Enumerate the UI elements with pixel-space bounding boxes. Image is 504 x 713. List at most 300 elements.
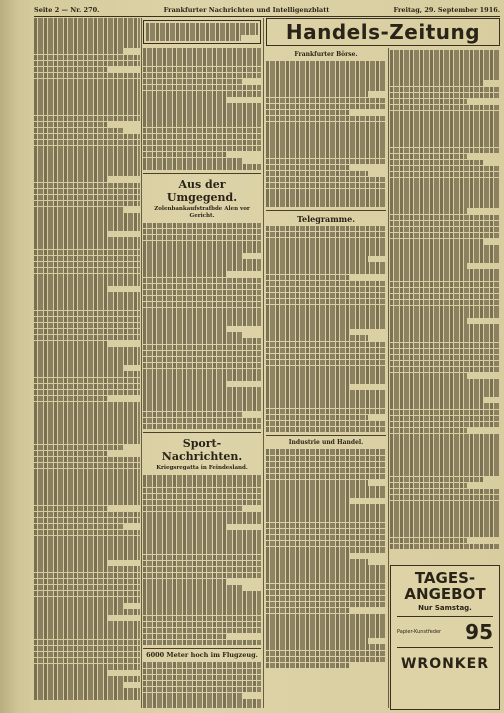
text-line — [266, 516, 386, 522]
text-line — [266, 250, 386, 256]
text-line — [34, 329, 140, 335]
text-line — [390, 196, 500, 202]
text-line — [390, 312, 500, 318]
text-line — [266, 177, 386, 183]
text-line — [143, 488, 261, 494]
text-line — [390, 343, 500, 349]
text-line — [143, 284, 261, 290]
text-line — [390, 111, 500, 117]
text-line — [390, 324, 500, 330]
text-line — [266, 421, 386, 427]
text-line — [34, 591, 140, 597]
text-line — [143, 146, 261, 152]
text-line — [390, 93, 500, 99]
text-line — [266, 293, 386, 299]
text-line — [34, 463, 140, 469]
text-line — [34, 103, 140, 109]
text-line — [266, 311, 386, 317]
text-line — [34, 91, 140, 97]
text-line — [34, 646, 140, 652]
text-line — [143, 326, 226, 332]
text-line — [34, 317, 140, 323]
column-3 — [266, 50, 386, 708]
text-line — [143, 115, 261, 121]
text-line — [143, 585, 243, 591]
text-line — [143, 699, 261, 705]
text-line — [143, 97, 226, 103]
text-line — [143, 634, 226, 640]
text-line — [143, 494, 261, 500]
text-line — [266, 590, 386, 596]
text-line — [390, 294, 500, 300]
text-line — [34, 640, 140, 646]
text-line — [34, 542, 140, 548]
text-line — [34, 371, 140, 377]
advertisement — [390, 565, 500, 710]
text-line — [266, 134, 386, 140]
text-line — [390, 87, 500, 93]
text-line — [266, 632, 386, 638]
text-line — [390, 74, 500, 80]
text-line — [390, 483, 467, 489]
text-line — [266, 116, 386, 122]
text-line — [390, 391, 500, 397]
text-line — [390, 410, 500, 416]
text-line — [34, 18, 140, 24]
text-line — [143, 475, 261, 481]
text-line — [266, 165, 350, 171]
text-line — [34, 493, 140, 499]
text-line — [266, 335, 368, 341]
text-line — [143, 103, 261, 109]
ad-title-2: ANGEBOT — [404, 585, 486, 603]
ad-subtitle: Nur Samstag. — [418, 604, 472, 612]
text-line — [34, 158, 140, 164]
text-line — [390, 367, 500, 373]
text-line — [34, 481, 140, 487]
text-line — [266, 547, 386, 553]
text-line — [34, 682, 124, 688]
text-line — [266, 152, 386, 158]
text-line — [266, 390, 386, 396]
text-line — [143, 73, 261, 79]
text-line — [143, 253, 243, 259]
text-line — [390, 221, 500, 227]
text-line — [143, 561, 261, 567]
text-line — [34, 566, 140, 572]
text-line — [266, 372, 386, 378]
text-line — [143, 164, 261, 170]
text-line — [266, 492, 386, 498]
text-line — [34, 408, 140, 414]
text-line — [143, 363, 261, 369]
text-line — [143, 591, 261, 597]
text-line — [143, 381, 226, 387]
text-line — [143, 121, 261, 127]
text-line — [266, 626, 386, 632]
text-line — [390, 269, 500, 275]
text-line — [34, 676, 140, 682]
text-line — [390, 513, 500, 519]
text-line — [390, 129, 500, 135]
text-line — [390, 416, 500, 422]
text-line — [34, 597, 140, 603]
text-line — [143, 412, 243, 418]
text-line — [266, 299, 386, 305]
text-line — [390, 227, 500, 233]
text-line — [266, 663, 350, 669]
text-line — [34, 347, 140, 353]
text-line — [143, 109, 261, 115]
text-line — [34, 292, 140, 298]
text-line — [266, 73, 386, 79]
text-line — [34, 42, 140, 48]
text-line — [143, 375, 261, 381]
text-line — [143, 399, 261, 405]
text-line — [143, 500, 261, 506]
text-line — [143, 302, 261, 308]
text-line — [34, 621, 140, 627]
text-line — [390, 263, 467, 269]
text-line — [34, 262, 140, 268]
text-line — [266, 128, 386, 134]
text-line — [390, 117, 500, 123]
text-line — [34, 225, 140, 231]
text-line — [266, 535, 386, 541]
text-line — [143, 91, 261, 97]
text-line — [390, 184, 500, 190]
text-line — [390, 349, 500, 355]
text-line — [143, 60, 261, 66]
text-line — [143, 369, 261, 375]
text-line — [34, 170, 140, 176]
text-line — [266, 98, 386, 104]
text-line — [390, 282, 500, 288]
text-line — [34, 30, 140, 36]
text-line — [390, 154, 467, 160]
text-line — [34, 530, 140, 536]
text-line — [34, 128, 124, 134]
text-line — [143, 223, 261, 229]
text-line — [143, 235, 261, 241]
text-line — [143, 338, 261, 344]
ad-brand: WRONKER — [400, 656, 490, 672]
handels-zeitung-banner: Handels-Zeitung — [266, 18, 500, 46]
text-line — [34, 298, 140, 304]
page-header — [34, 4, 500, 17]
text-line — [143, 296, 261, 302]
text-line — [34, 286, 108, 292]
text-line — [266, 287, 386, 293]
text-line — [143, 512, 261, 518]
text-line — [143, 357, 261, 363]
text-line — [390, 422, 500, 428]
text-line — [34, 55, 140, 61]
text-line — [266, 456, 386, 462]
text-line — [143, 265, 261, 271]
text-line — [34, 487, 140, 493]
text-line — [34, 280, 140, 286]
text-line — [390, 148, 500, 154]
text-line — [143, 308, 261, 314]
text-line — [34, 560, 108, 566]
text-line — [266, 201, 386, 207]
text-line — [390, 446, 500, 452]
text-line — [34, 219, 140, 225]
text-line — [266, 329, 350, 335]
text-line — [390, 178, 500, 184]
text-line — [34, 323, 140, 329]
text-line — [143, 481, 261, 487]
ad-title: TAGES- — [414, 569, 476, 587]
text-line — [266, 378, 386, 384]
text-line — [390, 525, 500, 531]
text-line — [266, 195, 386, 201]
text-line — [266, 85, 386, 91]
text-line — [266, 504, 386, 510]
text-line — [390, 233, 500, 239]
text-line — [266, 305, 386, 311]
text-line — [266, 348, 386, 354]
text-line — [34, 451, 108, 457]
text-line — [34, 243, 140, 249]
text-line — [390, 397, 484, 403]
text-line — [390, 428, 467, 434]
ad-item: Papier-Kunstfeder — [397, 629, 442, 635]
text-line — [266, 183, 386, 189]
text-line — [390, 50, 500, 56]
text-line — [143, 530, 261, 536]
text-line — [390, 538, 467, 544]
text-line — [390, 172, 500, 178]
text-line — [266, 638, 368, 644]
flug-heading: 6000 Meter hoch im Flugzeug. — [146, 651, 258, 660]
text-line — [34, 457, 140, 463]
text-line — [266, 409, 386, 415]
text-line — [143, 506, 243, 512]
text-line — [266, 354, 386, 360]
text-line — [266, 510, 386, 516]
text-line — [266, 541, 386, 547]
text-line — [266, 486, 386, 492]
text-line — [266, 171, 368, 177]
text-line — [34, 536, 140, 542]
text-line — [266, 159, 386, 165]
text-line — [34, 213, 140, 219]
text-line — [266, 559, 368, 565]
text-line — [266, 110, 350, 116]
text-line — [34, 140, 140, 146]
text-line — [34, 67, 108, 73]
header-page-number: Seite 2 — Nr. 270. — [34, 6, 100, 14]
header-masthead: Frankfurter Nachrichten und Intelligenzblatt — [163, 6, 330, 14]
text-line — [266, 342, 386, 348]
text-line — [34, 609, 140, 615]
text-line — [143, 271, 226, 277]
text-line — [34, 73, 140, 79]
text-line — [266, 620, 386, 626]
text-line — [266, 480, 368, 486]
text-line — [34, 201, 140, 207]
text-line — [34, 658, 140, 664]
text-line — [390, 336, 500, 342]
text-line — [34, 97, 140, 103]
text-line — [266, 553, 350, 559]
text-line — [266, 79, 386, 85]
text-line — [34, 304, 140, 310]
text-line — [143, 332, 243, 338]
text-line — [34, 341, 108, 347]
text-line — [143, 229, 261, 235]
text-line — [34, 512, 140, 518]
text-line — [266, 140, 386, 146]
text-line — [266, 498, 350, 504]
text-line — [266, 244, 386, 250]
column-4 — [390, 50, 500, 562]
text-line — [143, 669, 261, 675]
ad-offer — [397, 616, 493, 648]
text-line — [34, 231, 108, 237]
page-spine — [0, 0, 30, 713]
umgegend-subheading: Zolenbankaufstrafbde Alen vor Gericht. — [154, 205, 250, 219]
text-line — [266, 67, 386, 73]
text-line — [34, 469, 140, 475]
text-line — [390, 355, 500, 361]
text-line — [390, 105, 500, 111]
text-line — [34, 164, 140, 170]
text-line — [143, 134, 261, 140]
text-line — [34, 426, 140, 432]
text-line — [143, 693, 243, 699]
text-line — [266, 91, 368, 97]
text-line — [143, 524, 226, 530]
text-line — [34, 499, 140, 505]
text-line — [143, 705, 261, 708]
text-line — [390, 215, 500, 221]
text-line — [34, 420, 140, 426]
text-line — [390, 99, 467, 105]
text-line — [390, 257, 500, 263]
text-line — [143, 79, 243, 85]
text-line — [266, 61, 386, 67]
text-line — [266, 262, 386, 268]
text-line — [266, 584, 386, 590]
text-line — [390, 123, 500, 129]
text-line — [34, 176, 108, 182]
header-date: Freitag, 29. September 1916. — [393, 6, 500, 14]
text-line — [266, 146, 386, 152]
text-line — [34, 390, 140, 396]
text-line — [34, 152, 140, 158]
text-line — [143, 609, 261, 615]
column-rule — [141, 18, 142, 708]
ad-price: 95 — [465, 620, 493, 644]
text-line — [390, 519, 500, 525]
text-line — [143, 290, 261, 296]
text-line — [143, 387, 261, 393]
text-line — [34, 122, 108, 128]
text-line — [390, 318, 467, 324]
text-line — [143, 597, 261, 603]
text-line — [34, 548, 140, 554]
text-line — [34, 353, 140, 359]
text-line — [390, 190, 500, 196]
sport-heading: Sport-Nachrichten. — [161, 437, 243, 464]
umgegend-heading: Aus der Umgegend. — [166, 177, 238, 204]
text-line — [390, 300, 500, 306]
text-line — [34, 335, 140, 341]
text-line — [266, 384, 350, 390]
text-line — [390, 379, 500, 385]
text-line — [266, 360, 386, 366]
text-line — [34, 359, 140, 365]
text-line — [143, 573, 261, 579]
text-line — [143, 548, 261, 554]
text-line — [266, 281, 386, 287]
text-line — [143, 616, 261, 622]
text-line — [34, 432, 140, 438]
text-line — [34, 61, 140, 67]
text-line — [143, 603, 261, 609]
text-line — [143, 687, 261, 693]
text-line — [143, 345, 261, 351]
text-line — [266, 122, 386, 128]
text-line — [143, 85, 261, 91]
text-line — [34, 615, 108, 621]
text-line — [143, 628, 261, 634]
text-line — [390, 361, 500, 367]
text-line — [34, 183, 140, 189]
text-line — [390, 251, 500, 257]
text-line — [34, 524, 124, 530]
text-line — [143, 405, 261, 411]
text-line — [266, 396, 386, 402]
text-line — [390, 531, 500, 537]
text-line — [34, 694, 140, 700]
text-line — [34, 237, 140, 243]
text-line — [143, 128, 261, 134]
text-line — [34, 250, 140, 256]
text-line — [34, 506, 108, 512]
text-line — [34, 445, 124, 451]
text-line — [34, 670, 108, 676]
text-line — [390, 330, 500, 336]
text-line — [390, 452, 500, 458]
industrie-heading: Industrie und Handel. — [288, 439, 364, 447]
text-line — [34, 274, 140, 280]
text-line — [143, 351, 261, 357]
text-line — [266, 232, 386, 238]
text-line — [34, 688, 140, 694]
text-line — [390, 440, 500, 446]
text-line — [266, 596, 386, 602]
text-line — [34, 195, 140, 201]
text-line — [143, 278, 261, 284]
text-line — [390, 166, 500, 172]
text-line — [390, 306, 500, 312]
text-line — [390, 80, 484, 86]
text-line — [34, 48, 124, 54]
text-line — [390, 403, 500, 409]
text-line — [143, 555, 261, 561]
text-line — [266, 565, 386, 571]
text-line — [143, 152, 226, 158]
text-line — [266, 402, 386, 408]
text-line — [390, 202, 500, 208]
text-line — [390, 62, 500, 68]
text-line — [143, 542, 261, 548]
text-line — [143, 314, 261, 320]
